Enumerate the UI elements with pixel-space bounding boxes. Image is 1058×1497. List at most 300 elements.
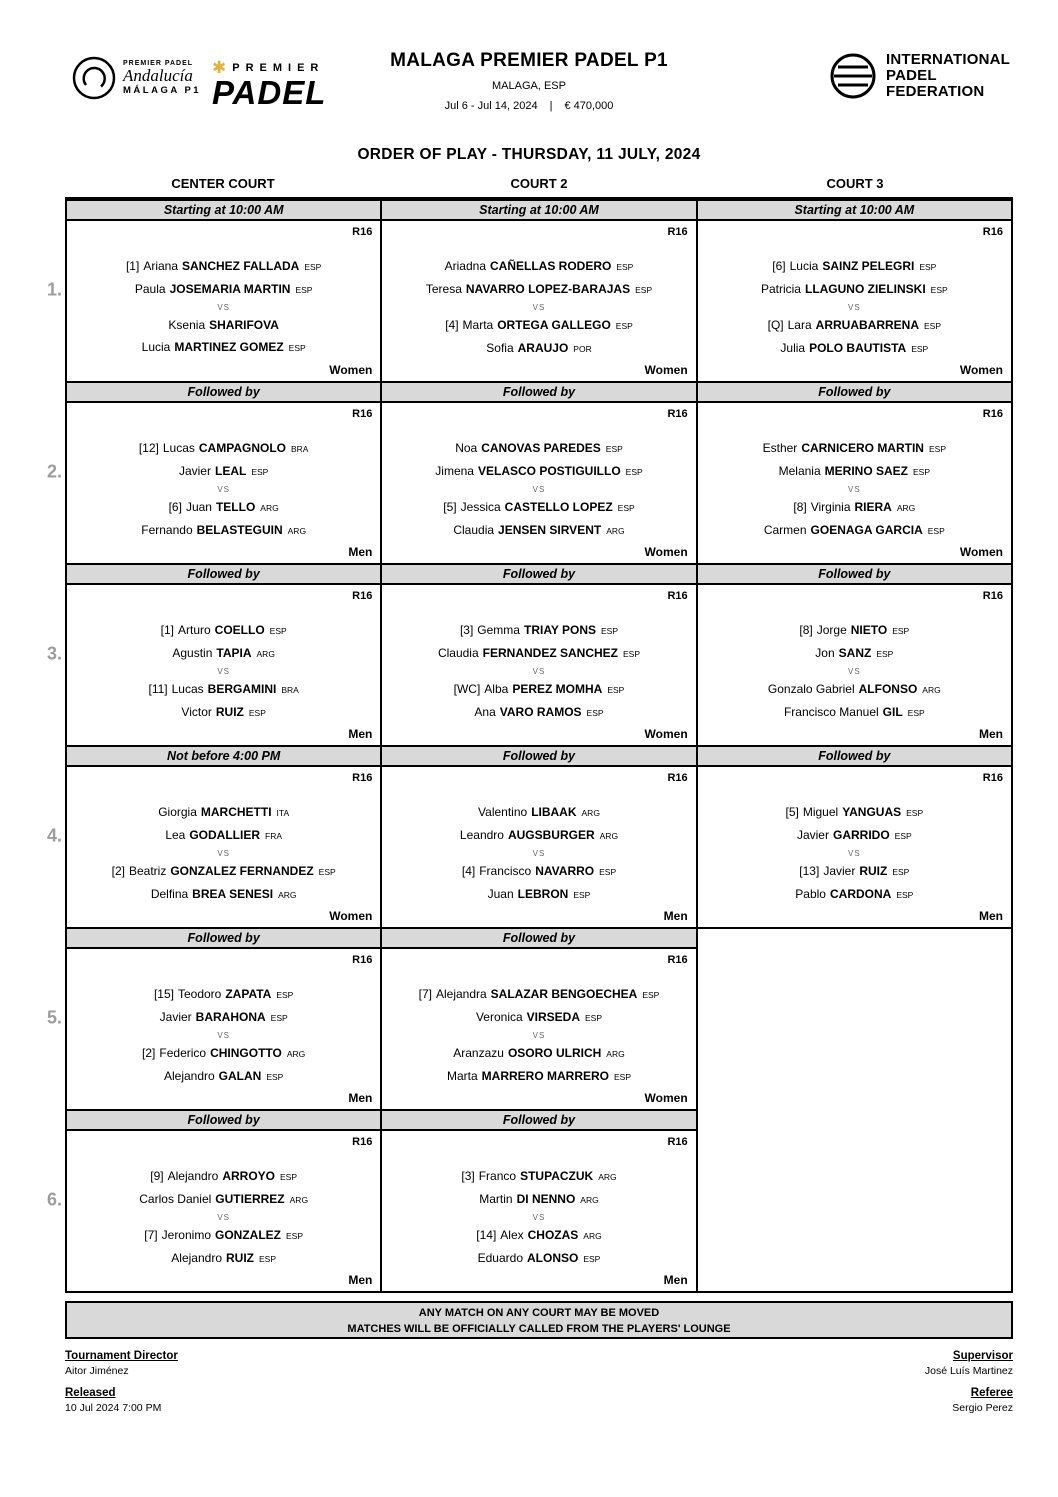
player-first-name: Lucas xyxy=(171,682,204,696)
category-label: Women xyxy=(959,363,1003,377)
match-slot xyxy=(382,381,695,563)
vs-label: VS xyxy=(847,667,861,676)
player-seed: [8] xyxy=(793,500,807,514)
player xyxy=(75,278,372,301)
player xyxy=(390,701,687,724)
player-country-code: ARG xyxy=(260,503,279,513)
round-label: R16 xyxy=(982,408,1003,420)
player-last-name: SALAZAR BENGOECHEA xyxy=(490,987,638,1001)
player-country-code: ESP xyxy=(586,708,604,718)
round-label: R16 xyxy=(352,226,373,238)
player-country-code: BRA xyxy=(281,685,299,695)
ipf-line-3: FEDERATION xyxy=(886,83,985,100)
player-country-code: ESP xyxy=(635,285,653,295)
player-first-name: Miguel xyxy=(802,805,839,819)
malaga-logo-text xyxy=(123,60,201,96)
row-number: 2. xyxy=(46,461,62,482)
player-seed: [6] xyxy=(772,259,786,273)
vs-label: VS xyxy=(532,1213,546,1222)
player-country-code: ESP xyxy=(928,444,946,454)
match-cell xyxy=(698,221,1011,381)
player-last-name: LIBAAK xyxy=(531,805,577,819)
player-country-code: ESP xyxy=(623,649,641,659)
event-title: MALAGA PREMIER PADEL P1 xyxy=(390,50,668,71)
category-label: Men xyxy=(348,545,373,559)
player-last-name: CAÑELLAS RODERO xyxy=(490,259,612,273)
player-last-name: CHINGOTTO xyxy=(210,1046,282,1060)
player-country-code: ESP xyxy=(251,467,269,477)
player xyxy=(75,1042,372,1065)
player-country-code: ESP xyxy=(605,444,623,454)
dates-separator: | xyxy=(549,100,553,112)
player-last-name: BELASTEGUIN xyxy=(196,523,283,537)
match-slot xyxy=(382,563,695,745)
category-label: Men xyxy=(663,1273,688,1287)
player-first-name: Lucas xyxy=(162,441,195,455)
match-slot xyxy=(698,381,1011,563)
player-country-code: ESP xyxy=(911,344,929,354)
player xyxy=(75,1065,372,1088)
player-last-name: RUIZ xyxy=(859,864,888,878)
player xyxy=(706,824,1003,847)
player-country-code: ESP xyxy=(927,526,945,536)
player-first-name: Valentino xyxy=(478,805,528,819)
tournament-director-name: Aitor Jiménez xyxy=(65,1365,129,1377)
released-label: Released xyxy=(65,1387,116,1399)
player-country-code: ESP xyxy=(625,467,643,477)
player-last-name: TELLO xyxy=(215,500,256,514)
player-first-name: Marta xyxy=(446,1069,478,1083)
row-number: 1. xyxy=(46,279,62,300)
player-country-code: ARG xyxy=(287,526,307,536)
vs-label: VS xyxy=(217,667,230,676)
round-label: R16 xyxy=(982,226,1003,238)
player-country-code: ESP xyxy=(615,321,633,331)
player-first-name: Alejandro xyxy=(167,1169,219,1183)
officials-section xyxy=(65,1350,1013,1424)
vs-label: VS xyxy=(532,485,546,494)
player-country-code: ARG xyxy=(278,890,297,900)
player-last-name: CARNICERO MARTIN xyxy=(801,441,924,455)
match-slot xyxy=(698,199,1011,381)
row-number: 6. xyxy=(46,1189,62,1210)
player xyxy=(390,255,687,278)
teams-block xyxy=(75,801,372,906)
round-label: R16 xyxy=(667,772,688,784)
player xyxy=(390,824,687,847)
player-seed: [11] xyxy=(148,682,168,696)
player xyxy=(390,437,687,460)
player xyxy=(390,337,687,360)
player-first-name: Alejandra xyxy=(435,987,487,1001)
player-first-name: Francisco xyxy=(479,864,532,878)
player-country-code: ESP xyxy=(907,708,925,718)
ipf-line-2: PADEL xyxy=(886,67,937,84)
slot-time-label: Followed by xyxy=(67,563,380,585)
player xyxy=(390,496,687,519)
slot-time-label: Starting at 10:00 AM xyxy=(67,199,380,221)
player-first-name: Jorge xyxy=(816,623,847,637)
player-seed: [5] xyxy=(443,500,457,514)
match-slot xyxy=(698,563,1011,745)
match-cell xyxy=(382,221,695,381)
player xyxy=(75,336,372,359)
player-last-name: TAPIA xyxy=(216,646,252,660)
player-country-code: ESP xyxy=(924,321,942,331)
match-slot xyxy=(67,927,380,1109)
player-first-name: Patricia xyxy=(760,282,801,296)
player-first-name: Melania xyxy=(778,464,821,478)
player-first-name: Javier xyxy=(159,1010,192,1024)
player-first-name: Juan xyxy=(185,500,212,514)
player-last-name: GALAN xyxy=(218,1069,262,1083)
player-first-name: Lara xyxy=(787,318,812,332)
player-seed: [Q] xyxy=(767,318,784,332)
player-first-name: Jon xyxy=(815,646,835,660)
round-label: R16 xyxy=(352,772,373,784)
player-first-name: Alba xyxy=(484,682,509,696)
player-last-name: ORTEGA GALLEGO xyxy=(497,318,611,332)
player-last-name: GOENAGA GARCIA xyxy=(810,523,923,537)
player-first-name: Arturo xyxy=(177,623,211,637)
round-label: R16 xyxy=(667,954,688,966)
player xyxy=(706,519,1003,542)
player-seed: [8] xyxy=(799,623,813,637)
player-last-name: RIERA xyxy=(854,500,892,514)
player xyxy=(75,1006,372,1029)
match-slot xyxy=(382,745,695,927)
match-cell xyxy=(698,403,1011,563)
player-last-name: RUIZ xyxy=(215,705,244,719)
officials-left xyxy=(65,1350,178,1424)
slot-time-label: Followed by xyxy=(382,745,695,767)
teams-block xyxy=(390,255,687,360)
player-first-name: Noa xyxy=(455,441,478,455)
released-value: 10 Jul 2024 7:00 PM xyxy=(65,1402,162,1414)
player-first-name: Alex xyxy=(500,1228,524,1242)
player-first-name: Javier xyxy=(178,464,211,478)
player-country-code: POR xyxy=(573,344,592,354)
vs-label: VS xyxy=(217,1031,230,1040)
slot-time-label: Followed by xyxy=(698,563,1011,585)
player xyxy=(390,1188,687,1211)
match-cell xyxy=(67,949,380,1109)
player-last-name: NAVARRO LOPEZ-BARAJAS xyxy=(465,282,631,296)
match-cell xyxy=(382,403,695,563)
player-country-code: ESP xyxy=(280,1172,298,1182)
player-last-name: SAINZ PELEGRI xyxy=(822,259,915,273)
player xyxy=(706,255,1003,278)
referee-label: Referee xyxy=(970,1387,1013,1399)
player-seed: [7] xyxy=(418,987,432,1001)
slot-time-label: Followed by xyxy=(382,381,695,403)
player xyxy=(75,314,372,336)
player-country-code: ARG xyxy=(580,1195,599,1205)
player-country-code: ESP xyxy=(894,831,912,841)
player-country-code: ARG xyxy=(922,685,941,695)
player xyxy=(75,619,372,642)
teams-block xyxy=(706,255,1003,360)
player-first-name: Claudia xyxy=(453,523,495,537)
player-last-name: SANZ xyxy=(838,646,872,660)
player-last-name: SHARIFOVA xyxy=(209,318,279,332)
player-first-name: Carmen xyxy=(763,523,807,537)
player-last-name: LLAGUNO ZIELINSKI xyxy=(804,282,926,296)
slot-time-label: Followed by xyxy=(67,381,380,403)
teams-block xyxy=(75,983,372,1088)
player-country-code: ESP xyxy=(607,685,625,695)
player-last-name: CASTELLO LOPEZ xyxy=(504,500,613,514)
player-first-name: Franco xyxy=(478,1169,517,1183)
schedule-table xyxy=(65,197,1013,1293)
player-country-code: ESP xyxy=(896,890,914,900)
player xyxy=(390,860,687,883)
round-label: R16 xyxy=(352,590,373,602)
player xyxy=(75,642,372,665)
player-country-code: ESP xyxy=(583,1254,601,1264)
player-first-name: Jimena xyxy=(435,464,474,478)
player-last-name: OSORO ULRICH xyxy=(507,1046,602,1060)
player xyxy=(706,860,1003,883)
match-cell xyxy=(382,585,695,745)
player-last-name: MARTINEZ GOMEZ xyxy=(174,340,284,354)
court-column-1 xyxy=(67,199,380,1291)
player xyxy=(75,678,372,701)
player-first-name: Alejandro xyxy=(171,1251,222,1265)
match-cell xyxy=(67,403,380,563)
player-last-name: GODALLIER xyxy=(189,828,261,842)
player-first-name: Carlos Daniel xyxy=(139,1192,212,1206)
player-country-code: ESP xyxy=(892,867,910,877)
player-last-name: RUIZ xyxy=(226,1251,254,1265)
player-seed: [1] xyxy=(160,623,174,637)
vs-label: VS xyxy=(847,303,861,312)
player-first-name: Martin xyxy=(479,1192,513,1206)
player-last-name: PEREZ MOMHA xyxy=(512,682,603,696)
player-last-name: NAVARRO xyxy=(535,864,595,878)
player xyxy=(706,883,1003,906)
event-prize: € 470,000 xyxy=(564,100,614,112)
player-country-code: ESP xyxy=(892,626,910,636)
row-number: 5. xyxy=(46,1007,62,1028)
player-first-name: Gemma xyxy=(477,623,520,637)
player-first-name: Aranzazu xyxy=(453,1046,504,1060)
player-country-code: ESP xyxy=(585,1013,603,1023)
player-last-name: DI NENNO xyxy=(516,1192,576,1206)
player xyxy=(706,278,1003,301)
category-label: Men xyxy=(978,909,1003,923)
player-country-code: FRA xyxy=(265,831,283,841)
courts-area xyxy=(46,176,1013,1293)
player-last-name: TRIAY PONS xyxy=(523,623,597,637)
player-seed: [1] xyxy=(125,259,140,273)
player-seed: [13] xyxy=(799,864,820,878)
row-number: 3. xyxy=(46,643,62,664)
player xyxy=(706,337,1003,360)
player xyxy=(706,619,1003,642)
match-slot xyxy=(67,381,380,563)
match-cell xyxy=(382,767,695,927)
slot-time-label: Not before 4:00 PM xyxy=(67,745,380,767)
player xyxy=(75,1188,372,1211)
malaga-p1-logo xyxy=(72,56,201,100)
player-last-name: GARRIDO xyxy=(832,828,890,842)
supervisor-label: Supervisor xyxy=(952,1350,1013,1362)
player-first-name: Jessica xyxy=(460,500,501,514)
match-cell xyxy=(382,949,695,1109)
player-country-code: ESP xyxy=(930,285,948,295)
player xyxy=(390,1006,687,1029)
slot-time-label: Followed by xyxy=(67,927,380,949)
court-title-court-2: COURT 2 xyxy=(510,176,568,191)
player-country-code: ESP xyxy=(288,343,306,353)
category-label: Men xyxy=(348,1273,373,1287)
category-label: Men xyxy=(663,909,688,923)
player-seed: [2] xyxy=(111,864,125,878)
player-last-name: ZAPATA xyxy=(225,987,272,1001)
court-titles-row xyxy=(65,176,1013,197)
player-country-code: ESP xyxy=(919,262,937,272)
ipf-logo xyxy=(829,52,1010,100)
player xyxy=(706,801,1003,824)
match-cell xyxy=(698,585,1011,745)
player xyxy=(390,678,687,701)
player-first-name: Ana xyxy=(474,705,496,719)
slot-time-label: Followed by xyxy=(67,1109,380,1131)
player-country-code: ESP xyxy=(642,990,660,1000)
teams-block xyxy=(390,801,687,906)
teams-block xyxy=(390,1165,687,1270)
player xyxy=(75,1224,372,1247)
empty-slot xyxy=(698,927,1011,1109)
match-slot xyxy=(67,563,380,745)
match-cell xyxy=(382,1131,695,1291)
player xyxy=(706,437,1003,460)
player-country-code: ARG xyxy=(598,1172,617,1182)
teams-block xyxy=(75,437,372,542)
page-header xyxy=(0,0,1058,140)
slot-time-label: Followed by xyxy=(698,745,1011,767)
player-last-name: JENSEN SIRVENT xyxy=(498,523,602,537)
match-slot xyxy=(698,745,1011,927)
player-first-name: Teresa xyxy=(425,282,462,296)
player-seed: [15] xyxy=(153,987,174,1001)
match-slot xyxy=(67,1109,380,1291)
player-country-code: ARG xyxy=(256,649,275,659)
player-first-name: Fernando xyxy=(141,523,193,537)
ipf-ball-icon xyxy=(829,52,877,100)
player-last-name: SANCHEZ FALLADA xyxy=(182,259,300,273)
vs-label: VS xyxy=(217,303,230,312)
player-seed: [4] xyxy=(445,318,459,332)
match-slot xyxy=(382,927,695,1109)
player xyxy=(75,983,372,1006)
player xyxy=(75,255,372,278)
round-label: R16 xyxy=(667,1136,688,1148)
slot-time-label: Followed by xyxy=(382,563,695,585)
player-last-name: STUPACZUK xyxy=(520,1169,594,1183)
player-last-name: POLO BAUTISTA xyxy=(809,341,907,355)
category-label: Men xyxy=(348,1091,373,1105)
player-first-name: Agustin xyxy=(172,646,213,660)
player-first-name: Javier xyxy=(796,828,829,842)
player-country-code: ESP xyxy=(614,1072,632,1082)
category-label: Women xyxy=(329,363,373,377)
match-slot xyxy=(382,1109,695,1291)
player-first-name: Alejandro xyxy=(163,1069,215,1083)
teams-block xyxy=(706,801,1003,906)
event-location: MALAGA, ESP xyxy=(492,80,566,92)
player-first-name: Juan xyxy=(487,887,514,901)
teams-block xyxy=(75,1165,372,1270)
player xyxy=(390,278,687,301)
supervisor-name: José Luís Martinez xyxy=(924,1365,1013,1377)
player-country-code: ARG xyxy=(606,526,625,536)
player-last-name: VARO RAMOS xyxy=(499,705,582,719)
player-country-code: ESP xyxy=(573,890,591,900)
player-first-name: Victor xyxy=(181,705,212,719)
player xyxy=(390,883,687,906)
notice-line-2: MATCHES WILL BE OFFICIALLY CALLED FROM THE PLAYERS' LOUNGE xyxy=(347,1323,731,1335)
vs-label: VS xyxy=(532,849,546,858)
player-last-name: GONZALEZ FERNANDEZ xyxy=(170,864,314,878)
teams-block xyxy=(706,437,1003,542)
player-country-code: ESP xyxy=(616,262,634,272)
player-last-name: BARAHONA xyxy=(195,1010,266,1024)
court-column-2 xyxy=(380,199,695,1291)
round-label: R16 xyxy=(352,954,373,966)
player-last-name: GUTIERREZ xyxy=(215,1192,285,1206)
player-first-name: Pablo xyxy=(795,887,826,901)
player-first-name: Leandro xyxy=(459,828,504,842)
player-first-name: Beatriz xyxy=(128,864,167,878)
category-label: Women xyxy=(644,545,688,559)
player-last-name: ARAUJO xyxy=(517,341,569,355)
player xyxy=(706,496,1003,519)
player xyxy=(390,983,687,1006)
tournament-director-label: Tournament Director xyxy=(65,1350,178,1362)
slot-time-label: Followed by xyxy=(698,381,1011,403)
premier-word: PREMIER xyxy=(232,62,325,74)
player-first-name: Lea xyxy=(165,828,186,842)
event-title-block xyxy=(309,50,749,112)
player xyxy=(706,460,1003,483)
malaga-logo-brand: PREMIER PADEL xyxy=(123,60,194,67)
player xyxy=(390,1065,687,1088)
vs-label: VS xyxy=(847,849,861,858)
player-last-name: CAMPAGNOLO xyxy=(198,441,286,455)
match-cell xyxy=(698,767,1011,927)
player xyxy=(390,314,687,337)
player-first-name: Julia xyxy=(780,341,806,355)
player-last-name: ARROYO xyxy=(222,1169,276,1183)
player-last-name: ARRUABARRENA xyxy=(815,318,919,332)
player-country-code: ESP xyxy=(266,1072,284,1082)
player-last-name: CHOZAS xyxy=(527,1228,579,1242)
player-last-name: ALFONSO xyxy=(858,682,918,696)
player-first-name: Lucia xyxy=(141,340,171,354)
player-seed: [14] xyxy=(476,1228,497,1242)
court-column-3 xyxy=(696,199,1011,1291)
player-country-code: ESP xyxy=(913,467,931,477)
player xyxy=(706,678,1003,701)
player-country-code: ESP xyxy=(304,262,322,272)
player-seed: [7] xyxy=(144,1228,158,1242)
category-label: Men xyxy=(348,727,373,741)
notice-line-1: ANY MATCH ON ANY COURT MAY BE MOVED xyxy=(418,1307,660,1319)
player-first-name: Teodoro xyxy=(177,987,222,1001)
player-seed: [12] xyxy=(138,441,159,455)
